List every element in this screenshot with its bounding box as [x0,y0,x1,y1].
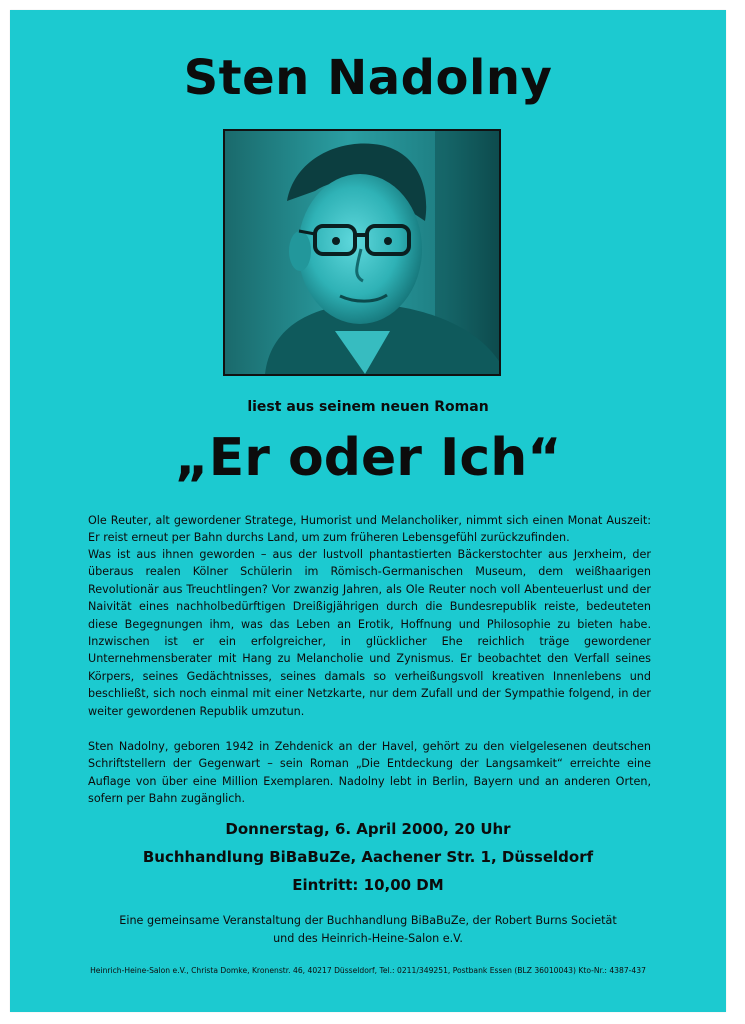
author-portrait [223,129,501,376]
author-bio: Sten Nadolny, geboren 1942 in Zehdenick an der Havel, gehört zu den vielgelesenen deutschen Schriftstellern der Gegenwart – sein Roman „Die Entdeckung der Langsamkeit“ erreichte eine Auflage von über eine Million Exemplaren. Nadolny lebt in Berlin, Bayern und an anderen Orten, sofern per Bahn zugänglich. [88,740,651,806]
event-date-time: Donnerstag, 6. April 2000, 20 Uhr [225,820,511,838]
contact-footer: Heinrich-Heine-Salon e.V., Christa Domke, Kronenstr. 46, 40217 Düsseldorf, Tel.: 0211/349251, Postbank Essen (BLZ 36010043) Kto-Nr.: 4387-437 [90,966,646,975]
poster-sheet [10,10,726,1012]
intro-line: liest aus seinem neuen Roman [247,399,489,415]
portrait-graphic [225,131,499,374]
author-name: Sten Nadolny [183,50,553,106]
description-paragraph-1: Ole Reuter, alt gewordener Stratege, Humorist und Melancholiker, nimmt sich einen Monat Auszeit: Er reist erneut per Bahn durchs Land, um zum früheren Lebensgefühl zurückzufinden. [88,514,651,545]
event-admission: Eintritt: 10,00 DM [292,876,444,894]
organizers-note: Eine gemeinsame Veranstaltung der Buchhandlung BiBaBuZe, der Robert Burns Societät und des Heinrich-Heine-Salon e.V. [119,914,617,945]
book-title: „Er oder Ich“ [174,428,562,488]
event-venue: Buchhandlung BiBaBuZe, Aachener Str. 1, Düsseldorf [142,848,594,866]
description-paragraph-2: Was ist aus ihnen geworden – aus der lustvoll phantastierten Bäckerstochter aus Jerxheim, der überaus realen Kölner Schülerin im Römisch-Germanischen Museum, dem weißhaarigen Revolutionär aus Treuchtlingen? Vor zwanzig Jahren, als Ole Reuter noch voll Abenteuerlust und der Naivität eines nachholbedürftigen Dreißigjährigen durch die Bundesrepublik reiste, bedeuteten diese Begegnungen ihm, was das Leben an Erotik, Hoffnung und Philosophie zu bieten habe. Inzwischen ist er ein erfolgreicher, in glücklicher Ehe reichlich träge gewordener Unternehmensberater mit Hang zu Melancholie und Zynismus. Er beobachtet den Verfall seines Körpers, seines Gedächtnisses, seines damals so verheißungsvoll kreativen Innenlebens und beschließt, sich noch einmal mit einer Netzkarte, nur dem Zufall und der Sympathie folgend, in der weiter gewordenen Republik umzutun. [88,548,651,718]
